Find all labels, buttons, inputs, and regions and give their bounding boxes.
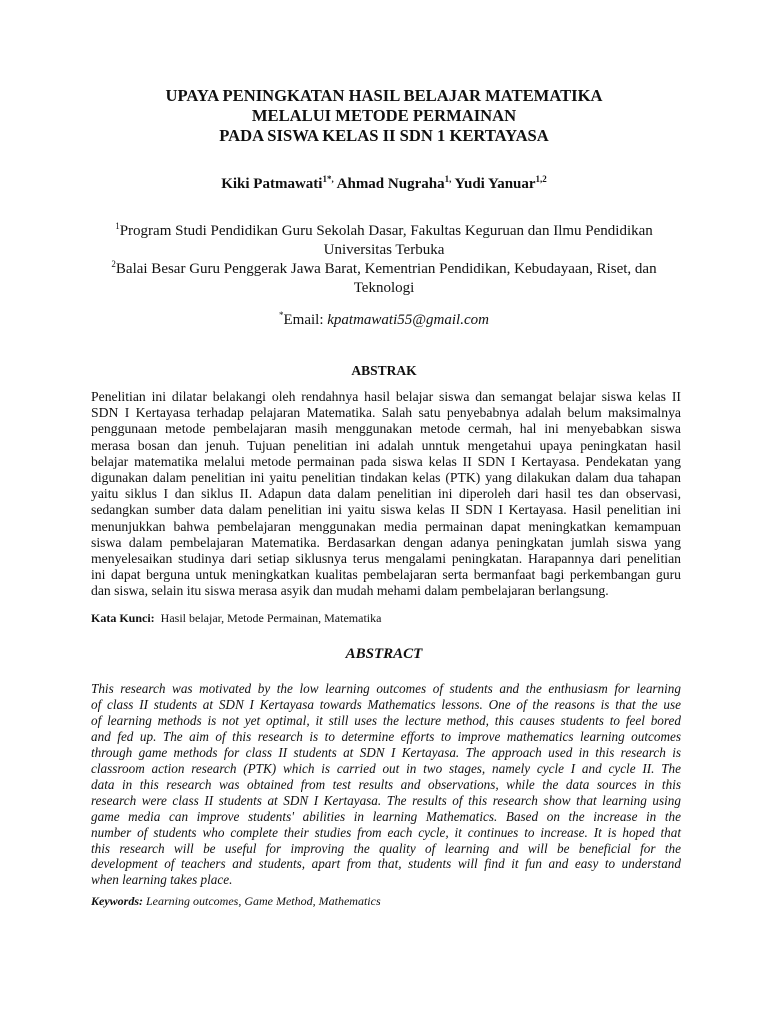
abstract-line: this research will be useful for improving the quality of learning and will be beneficial for the: [91, 840, 681, 856]
title-line: UPAYA PENINGKATAN HASIL BELAJAR MATEMATIKA: [165, 86, 603, 105]
corresponding-email: [60, 310, 708, 330]
author-name: Yudi Yanuar: [454, 176, 536, 192]
kata-kunci-value: Hasil belajar, Metode Permainan, Matematika: [160, 611, 382, 625]
email-label: Email:: [283, 312, 328, 328]
author-name: Kiki Patmawati: [221, 176, 323, 192]
email-marker: *: [279, 310, 284, 320]
abstract-heading: ABSTRACT: [345, 646, 423, 662]
affiliation-2: [80, 260, 688, 279]
title-line: MELALUI METODE PERMAINAN: [251, 106, 517, 125]
affiliations: [80, 222, 688, 298]
abstract-line: research were class II students at SDN I Kertayasa. The results of this research show that learning using: [91, 792, 681, 808]
affiliation-1-cont: Universitas Terbuka: [323, 242, 445, 258]
abstract-text: [91, 681, 681, 888]
abstrak-line: penggunaan metode pembelajaran masih menggunakan metode cermah, hal ini menyebabkan siswa: [91, 421, 681, 437]
email-address: kpatmawati55@gmail.com: [327, 312, 489, 328]
paper-title: [60, 86, 708, 146]
affiliation-2-cont: Teknologi: [353, 280, 415, 296]
abstract-line: when learning takes place.: [91, 872, 233, 888]
abstrak-line: siswa dalam pembelajaran Matematika. Berdasarkan dengan adanya peningkatan jumlah siswa yang: [91, 534, 681, 550]
abstrak-line: SDN I Kertayasa terhadap pelajaran Matematika. Salah satu penyebabnya adalah belum maksimalnya: [91, 405, 681, 421]
abstrak-text: [91, 389, 681, 600]
abstrak-heading: ABSTRAK: [351, 363, 417, 378]
author-name: Ahmad Nugraha: [336, 176, 445, 192]
affiliation-1: [80, 222, 688, 241]
abstract-line: number of students who complete their studies from each cycle, it continues to increase. It is hoped that: [91, 824, 681, 840]
author-affiliation-marker: 1*,: [322, 174, 334, 184]
abstrak-line: belajar matematika melalui metode permainan pada siswa kelas II SDN I Kertayasa. Pendekatan yang: [91, 453, 681, 469]
kata-kunci: [91, 610, 381, 626]
abstract-line: through game methods for class II students at SDN I Kertayasa. The approach used in this research is: [91, 744, 681, 760]
keywords-label: Keywords:: [91, 894, 143, 908]
keywords-value: Learning outcomes, Game Method, Mathematics: [146, 894, 381, 908]
abstract-line: and fed up. The aim of this research is to determine efforts to improve mathematics learning outcomes: [91, 728, 681, 744]
abstract-line: classroom action research (PTK) which is carried out in two stages, namely cycle I and cycle II. The: [91, 760, 681, 776]
abstrak-line: sedangkan sumber data dalam penelitian ini yaitu siswa kelas II SDN I Kertayasa. Hasil penelitian ini: [91, 502, 681, 518]
abstract-line: of learning methods is not yet optimal, it still uses the lecture method, this causes students to feel bored: [91, 712, 681, 728]
abstract-line: This research was motivated by the low learning outcomes of students and the enthusiasm for learning: [91, 681, 681, 696]
abstrak-line: Penelitian ini dilatar belakangi oleh rendahnya hasil belajar siswa dan semangat belajar siswa kelas II: [91, 389, 681, 404]
abstrak-line: menunjukkan bahwa pembelajaran menggunakan media permainan dapat meningkatkan kemampuan: [91, 518, 681, 534]
author-affiliation-marker: 1,2: [535, 174, 547, 184]
abstract-line: of class II students at SDN I Kertayasa towards Mathematics lessons. One of the reasons is that the use: [91, 696, 681, 712]
kata-kunci-label: Kata Kunci:: [91, 611, 155, 625]
title-line: PADA SISWA KELAS II SDN 1 KERTAYASA: [219, 126, 549, 145]
abstrak-line: digunakan dalam penelitian ini yaitu penelitian tindakan kelas (PTK) yang dilakukan dalam dua tahapan: [91, 470, 681, 486]
keywords: [91, 893, 381, 909]
abstract-line: development of teachers and students, apart from that, students will find it fun and easy to understand: [91, 856, 681, 872]
affiliation-marker: 1: [115, 221, 120, 231]
author-affiliation-marker: 1,: [444, 174, 452, 184]
author-list: [60, 174, 708, 194]
abstrak-line: yaitu siklus I dan siklus II. Adapun data dalam penelitian ini diperoleh dari hasil tes dan observasi,: [91, 486, 681, 502]
abstract-line: data in this research was obtained from test results and observations, while the data sources in this: [91, 776, 681, 792]
abstrak-line: merasa bosan dan jenuh. Tujuan penelitian ini adalah unntuk mengetahui upaya peningkatan hasil: [91, 437, 681, 453]
abstrak-line: dan siswa, selain itu siswa merasa asyik dan mudah mehami dalam pembelajaran berlangsung.: [91, 583, 609, 599]
affiliation-text: Program Studi Pendidikan Guru Sekolah Dasar, Fakultas Keguruan dan Ilmu Pendidikan: [119, 223, 653, 239]
abstrak-line: menyelesaikan studinya dari setiap siklusnya terus mengalami peningkatan. Harapannya dari penelitian: [91, 551, 681, 567]
affiliation-text: Balai Besar Guru Penggerak Jawa Barat, Kementrian Pendidikan, Kebudayaan, Riset, dan: [115, 261, 657, 277]
abstract-line: game media can improve students' abilities in learning Mathematics. Based on the increase in the: [91, 808, 681, 824]
affiliation-marker: 2: [111, 259, 116, 269]
abstrak-line: ini dapat berguna untuk meningkatkan kualitas pembelajaran serta bermanfaat bagi perkembangan guru: [91, 567, 681, 583]
